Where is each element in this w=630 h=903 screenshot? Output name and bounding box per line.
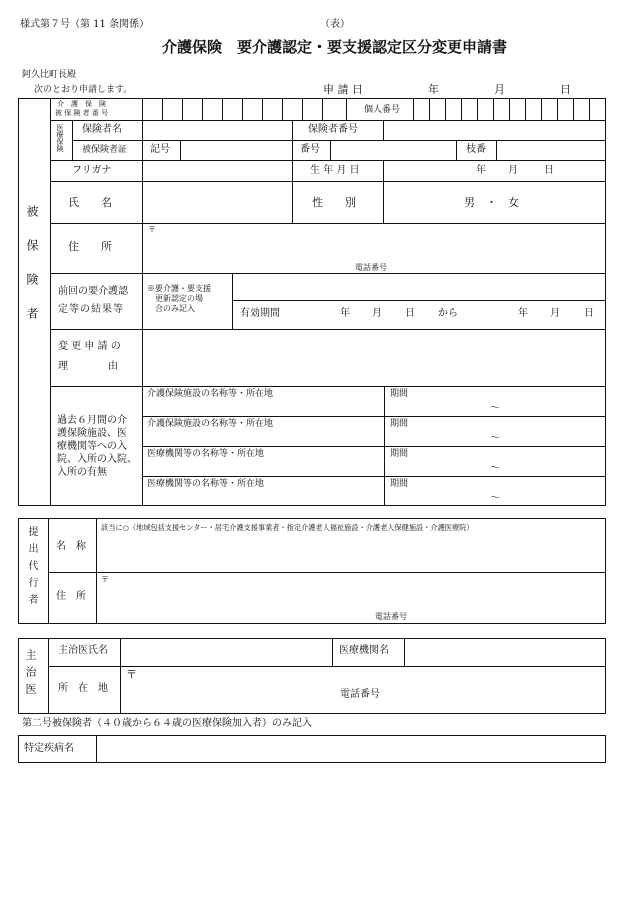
doctor-location-label: 所 在 地	[58, 683, 108, 694]
proxy-note: 該当に○（地域包括支援センター・居宅介護支援事業者・指定介護老人福祉施設・介護老人保健施設・介護医療院）	[101, 523, 474, 532]
past6-label-5: 入所の有無	[57, 467, 107, 478]
symbol-field[interactable]	[181, 141, 291, 159]
valid-to-month: 月	[550, 308, 560, 319]
past6-label-3: 療機関等への入	[57, 441, 127, 452]
application-day: 日	[560, 83, 571, 96]
branch-field[interactable]	[497, 141, 605, 159]
facility-row-2-period: 期間	[390, 419, 409, 429]
change-reason-label-1: 変 更 申 請 の	[58, 341, 121, 352]
furigana-label: フリガナ	[72, 165, 112, 176]
second-insured-note: 第二号被保険者（４０歳から６４歳の医療保険加入者）のみ記入	[22, 718, 312, 729]
birth-year: 年	[476, 165, 486, 176]
proxy-name-label: 名 称	[56, 541, 86, 552]
institution-label: 医療機関名	[339, 645, 389, 656]
proxy-address-label: 住 所	[56, 591, 86, 602]
doctor-section-label: 主治医	[24, 649, 37, 700]
insurance-number-boxes[interactable]	[142, 98, 346, 120]
birth-day: 日	[544, 165, 554, 176]
prev-result-label-2: 定等の結果等	[58, 304, 124, 315]
facility-row-4-label: 医療機関等の名称等・所在地	[147, 479, 265, 489]
valid-period-label: 有効期間	[240, 308, 280, 319]
insured-section-label: 被保険者	[25, 205, 39, 341]
past6-label-4: 院、入所の入院、	[57, 454, 137, 465]
renewal-note-1: ※要介護・要支援	[147, 284, 211, 293]
sex-options[interactable]: 男 ・ 女	[464, 196, 519, 209]
application-year: 年	[428, 83, 439, 96]
number-label: 番号	[300, 144, 320, 155]
proxy-name-field[interactable]	[97, 535, 605, 571]
facility-row-1-label: 介護保険施設の名称等・所在地	[147, 389, 274, 399]
facility-row-2-tilde: ～	[490, 433, 500, 444]
insurer-name-field[interactable]	[143, 121, 291, 139]
doctor-name-label: 主治医氏名	[58, 645, 108, 656]
insurer-number-field[interactable]	[384, 121, 604, 139]
medical-insurance-label: 医療保険	[56, 124, 64, 152]
prev-result-field[interactable]	[233, 274, 605, 299]
card-label: 被保険者証	[82, 145, 128, 155]
insurer-number-label: 保険者番号	[308, 124, 358, 135]
valid-from-year: 年	[340, 308, 350, 319]
facility-row-4-tilde: ～	[490, 493, 500, 504]
card-number-field[interactable]	[331, 141, 455, 159]
past6-label-2: 護保険施設、医	[57, 428, 127, 439]
addressee: 阿久比町長殿	[22, 70, 77, 80]
institution-field[interactable]	[405, 639, 605, 665]
facility-row-4-period: 期間	[390, 479, 409, 489]
personal-number-label: 個人番号	[364, 105, 401, 115]
doctor-name-field[interactable]	[121, 639, 331, 665]
facility-row-1-period: 期間	[390, 389, 409, 399]
form-side: （表）	[320, 19, 350, 30]
facility-row-3-label: 医療機関等の名称等・所在地	[147, 449, 265, 459]
postal-mark: 〒	[148, 225, 156, 234]
name-label: 氏 名	[68, 196, 112, 209]
change-reason-field[interactable]	[143, 330, 605, 385]
doctor-postal-mark: 〒	[126, 668, 137, 681]
facility-row-2-label: 介護保険施設の名称等・所在地	[147, 419, 274, 429]
proxy-phone-label: 電話番号	[375, 612, 407, 621]
renewal-note-3: 合のみ記入	[155, 304, 195, 313]
disease-label: 特定疾病名	[24, 743, 74, 754]
renewal-note-2: 更新認定の場	[155, 294, 203, 303]
application-date-label: 申 請 日	[323, 83, 363, 96]
facility-row-1-tilde: ～	[490, 403, 500, 414]
branch-label: 枝番	[466, 144, 486, 155]
insurance-number-label: 介 護 保 険 被 保 険 者 番 号	[55, 100, 109, 117]
address-phone-label: 電話番号	[355, 263, 387, 272]
past6-label-1: 過去６月間の介	[57, 415, 127, 426]
proxy-postal-mark: 〒	[101, 575, 109, 584]
valid-from-month: 月	[372, 308, 382, 319]
personal-number-boxes[interactable]	[413, 98, 606, 120]
disease-field[interactable]	[97, 736, 605, 762]
sex-label: 性 別	[312, 196, 356, 209]
prev-result-label-1: 前回の要介護認	[58, 286, 128, 297]
name-field[interactable]	[143, 182, 291, 222]
proxy-section-label: 提出代行者	[26, 526, 37, 611]
symbol-label: 記号	[150, 144, 170, 155]
furigana-field[interactable]	[143, 161, 291, 180]
facility-row-3-tilde: ～	[490, 463, 500, 474]
intro-text: 次のとおり申請します。	[34, 85, 133, 95]
page-title: 介護保険 要介護認定・要支援認定区分変更申請書	[162, 38, 508, 56]
change-reason-label-2: 理 由	[58, 361, 118, 372]
valid-from-label: から	[438, 308, 458, 319]
valid-to-day: 日	[584, 308, 594, 319]
application-month: 月	[494, 83, 505, 96]
birth-date-label: 生 年 月 日	[310, 165, 360, 176]
birth-month: 月	[508, 165, 518, 176]
address-label: 住 所	[68, 240, 112, 253]
valid-to-year: 年	[518, 308, 528, 319]
facility-row-3-period: 期間	[390, 449, 409, 459]
doctor-phone-label: 電話番号	[340, 689, 380, 700]
proxy-address-field[interactable]	[97, 573, 605, 623]
insurer-name-label: 保険者名	[82, 124, 122, 135]
valid-from-day: 日	[405, 308, 415, 319]
form-number: 様式第７号（第 11 条関係）	[20, 19, 150, 30]
